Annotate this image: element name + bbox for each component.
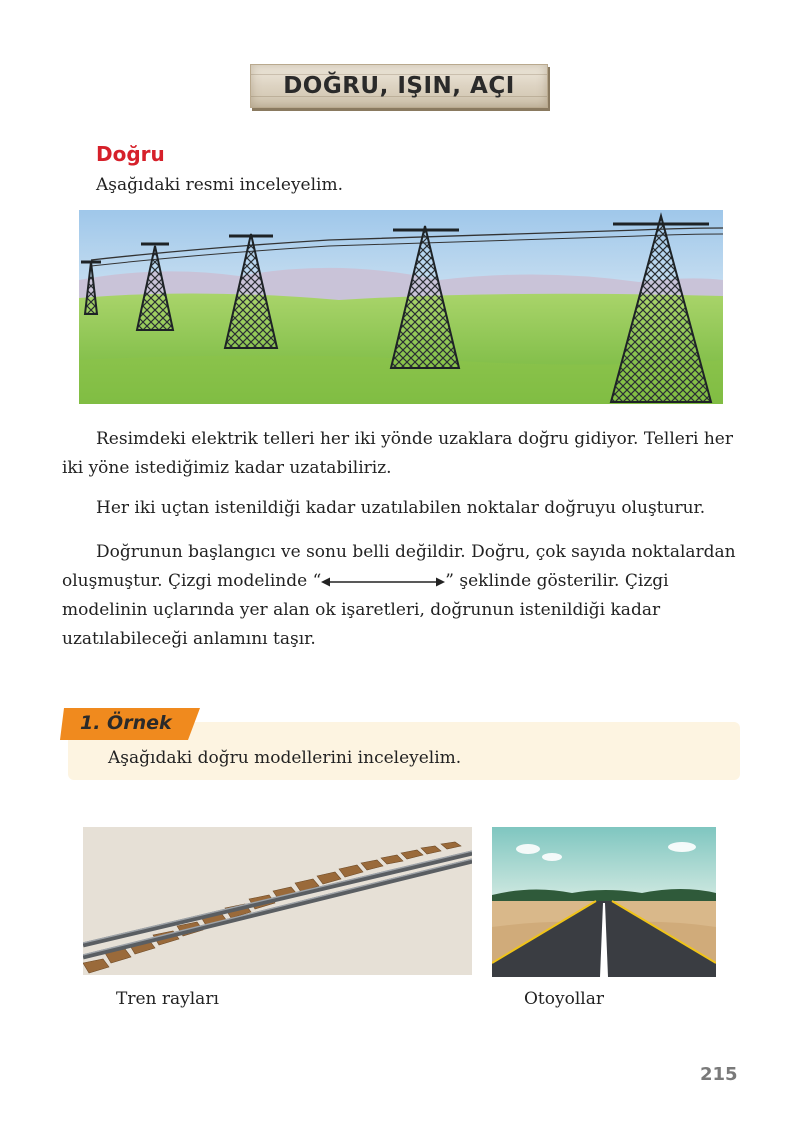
paragraph-3-part-1: Doğrunun başlangıcı ve sonu belli değildir. Doğru, çok sayıda noktalardan oluşmuştur. Çizgi modelinde “ xyxy=(62,542,736,591)
caption-road: Otoyollar xyxy=(524,989,604,1009)
highway-image xyxy=(492,827,716,977)
paragraph-3-part-2: ” şeklinde gösterilir. Çizgi modelinin uçlarında yer alan ok işaretleri, doğrunun istenildiği kadar uzatılabileceği anlamını taşır. xyxy=(62,571,669,649)
example-label: 1. Örnek xyxy=(80,712,172,734)
page-title: DOĞRU, IŞIN, AÇI xyxy=(283,73,515,99)
power-lines-image xyxy=(79,210,723,404)
example-text: Aşağıdaki doğru modellerini inceleyelim. xyxy=(108,748,462,768)
section-heading: Doğru xyxy=(96,142,165,166)
paragraph-3 xyxy=(62,538,742,654)
caption-rails: Tren rayları xyxy=(116,989,219,1009)
paragraph-2: Her iki uçtan istenildiği kadar uzatılabilen noktalar doğruyu oluşturur. xyxy=(96,498,706,518)
double-arrow-line-icon xyxy=(321,576,445,588)
train-rails-image xyxy=(83,827,472,975)
page-number: 215 xyxy=(700,1064,738,1085)
intro-text: Aşağıdaki resmi inceleyelim. xyxy=(96,175,344,195)
paragraph-1: Resimdeki elektrik telleri her iki yönde uzaklara doğru gidiyor. Telleri her iki yöne istediğimiz kadar uzatabiliriz. xyxy=(62,429,733,478)
title-plank xyxy=(250,64,548,108)
